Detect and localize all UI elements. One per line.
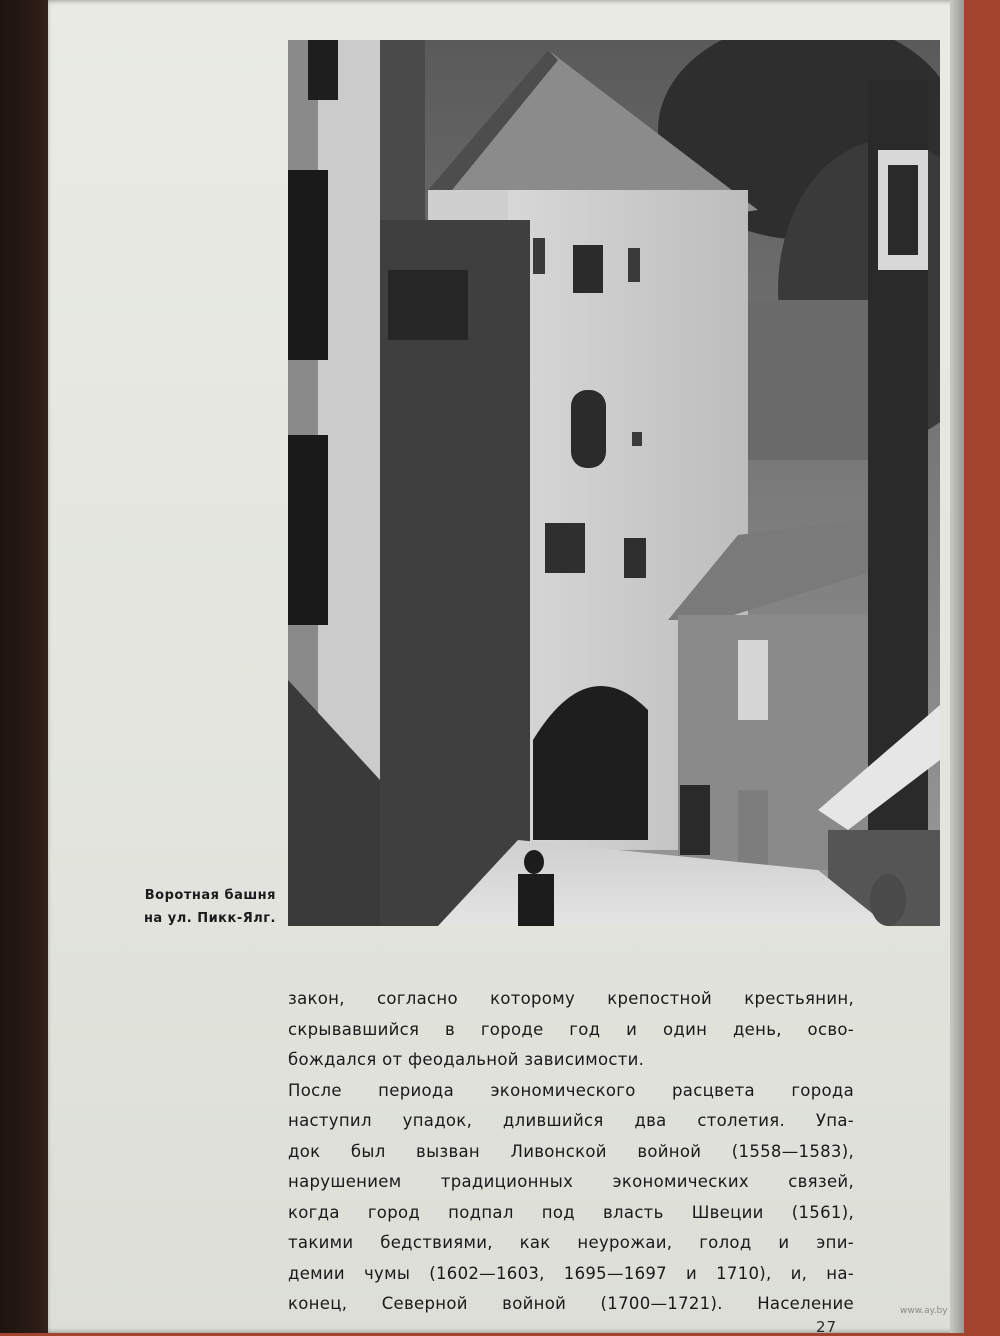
text-line: скрывавшийся в городе год и один день, осво-	[288, 1019, 854, 1039]
page-number: 27	[816, 1318, 838, 1336]
caption-line: на ул. Пикк-Ялг.	[143, 911, 276, 926]
text-line: После периода экономического расцвета города	[288, 1080, 854, 1100]
text-line: наступил упадок, длившийся два столетия. Упа-	[288, 1111, 854, 1130]
text-line: нарушением традиционных экономических связей,	[288, 1172, 854, 1191]
text-line: док был вызван Ливонской войной (1558—1583),	[288, 1141, 854, 1161]
photo-caption	[96, 884, 276, 930]
text-line: когда город подпал под власть Швеции (1561),	[288, 1202, 854, 1222]
gate-tower-photo	[288, 40, 940, 926]
text-line: демии чумы (1602—1603, 1695—1697 и 1710), и, на-	[288, 1263, 854, 1283]
text-line: конец, Северной войной (1700—1721). Население	[288, 1294, 854, 1313]
caption-line: Воротная башня	[144, 888, 276, 903]
page-edge	[950, 0, 964, 1333]
photo-illustration	[288, 40, 940, 926]
text-line: бождался от феодальной зависимости.	[288, 1050, 645, 1069]
text-line: такими бедствиями, как неурожаи, голод и эпи-	[288, 1233, 854, 1252]
text-line: закон, согласно которому крепостной крестьянин,	[288, 989, 854, 1008]
watermark: www.ay.by	[900, 1306, 948, 1316]
body-text	[288, 984, 854, 1320]
